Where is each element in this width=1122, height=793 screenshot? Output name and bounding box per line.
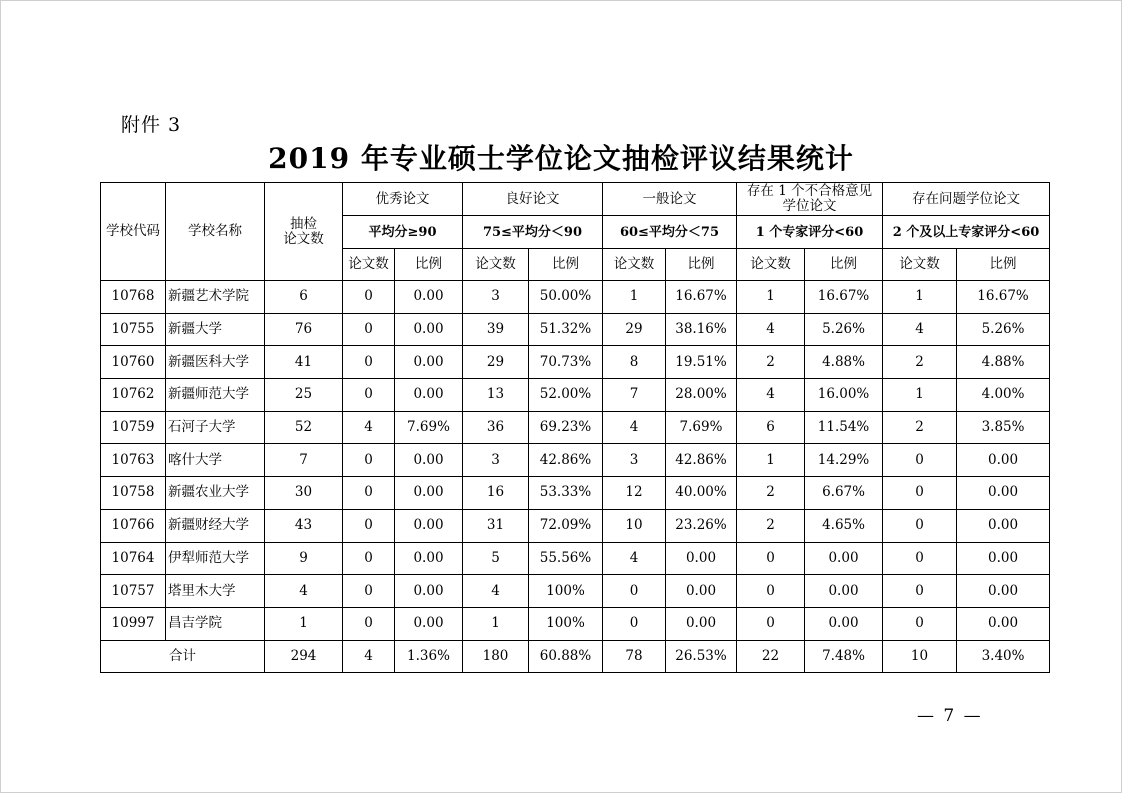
cell-school-code: 10757 xyxy=(101,575,166,608)
cell-value: 42.86% xyxy=(666,444,737,477)
cell-value: 16.67% xyxy=(957,281,1050,314)
cell-value: 0 xyxy=(343,444,395,477)
table-row xyxy=(101,281,1050,314)
table-row xyxy=(101,509,1050,542)
cell-value: 2 xyxy=(737,509,805,542)
cell-value: 0 xyxy=(737,575,805,608)
subheader-ratio: 比例 xyxy=(666,249,737,281)
header-school-name: 学校名称 xyxy=(166,183,265,281)
cell-school-code: 10760 xyxy=(101,346,166,379)
cell-value: 4 xyxy=(737,313,805,346)
cell-school-name: 塔里木大学 xyxy=(166,575,265,608)
cell-value: 12 xyxy=(603,477,666,510)
cell-value: 19.51% xyxy=(666,346,737,379)
cell-value: 1 xyxy=(737,444,805,477)
cell-value: 36 xyxy=(463,411,529,444)
header-cond-good: 75≤平均分＜90 xyxy=(463,216,603,249)
header-group-good: 良好论文 xyxy=(463,183,603,216)
cell-value: 5 xyxy=(463,542,529,575)
cell-value: 0.00 xyxy=(666,575,737,608)
table-row xyxy=(101,477,1050,510)
table-row xyxy=(101,575,1050,608)
results-table xyxy=(100,182,1050,673)
header-cond-one-fail: 1 个专家评分<60 xyxy=(737,216,883,249)
cell-value: 0.00 xyxy=(395,379,463,412)
cell-value: 1 xyxy=(463,607,529,640)
cell-school-code: 10763 xyxy=(101,444,166,477)
cell-school-name: 新疆师范大学 xyxy=(166,379,265,412)
cell-value: 0 xyxy=(343,542,395,575)
cell-value: 1 xyxy=(883,379,957,412)
cell-value: 13 xyxy=(463,379,529,412)
cell-school-name: 昌吉学院 xyxy=(166,607,265,640)
cell-value: 0.00 xyxy=(805,607,883,640)
cell-value: 0.00 xyxy=(666,607,737,640)
total-value: 180 xyxy=(463,640,529,673)
cell-value: 0.00 xyxy=(666,542,737,575)
cell-value: 16 xyxy=(463,477,529,510)
cell-value: 0 xyxy=(343,509,395,542)
cell-value: 5.26% xyxy=(805,313,883,346)
cell-value: 40.00% xyxy=(666,477,737,510)
cell-value: 0.00 xyxy=(957,444,1050,477)
total-value: 294 xyxy=(265,640,343,673)
cell-value: 2 xyxy=(737,477,805,510)
cell-school-code: 10764 xyxy=(101,542,166,575)
cell-value: 0 xyxy=(737,607,805,640)
cell-value: 1 xyxy=(883,281,957,314)
subheader-ratio: 比例 xyxy=(805,249,883,281)
cell-value: 0.00 xyxy=(957,542,1050,575)
cell-value: 3 xyxy=(463,444,529,477)
table-row xyxy=(101,411,1050,444)
cell-sample-count: 43 xyxy=(265,509,343,542)
cell-school-code: 10997 xyxy=(101,607,166,640)
cell-value: 4.00% xyxy=(957,379,1050,412)
cell-value: 0 xyxy=(883,542,957,575)
cell-value: 0.00 xyxy=(395,313,463,346)
cell-value: 0.00 xyxy=(805,575,883,608)
cell-school-code: 10758 xyxy=(101,477,166,510)
cell-school-name: 新疆艺术学院 xyxy=(166,281,265,314)
cell-value: 0 xyxy=(883,509,957,542)
page-number: — 7 — xyxy=(917,706,983,726)
cell-value: 31 xyxy=(463,509,529,542)
cell-value: 0.00 xyxy=(805,542,883,575)
cell-value: 6 xyxy=(737,411,805,444)
header-group-excellent: 优秀论文 xyxy=(343,183,463,216)
cell-value: 3 xyxy=(463,281,529,314)
cell-school-name: 新疆大学 xyxy=(166,313,265,346)
cell-value: 2 xyxy=(883,411,957,444)
cell-value: 0.00 xyxy=(395,542,463,575)
cell-value: 0.00 xyxy=(395,444,463,477)
page-title: 2019 年专业硕士学位论文抽检评议结果统计 xyxy=(268,142,854,175)
cell-value: 29 xyxy=(603,313,666,346)
cell-value: 6.67% xyxy=(805,477,883,510)
cell-value: 0.00 xyxy=(957,607,1050,640)
cell-value: 16.00% xyxy=(805,379,883,412)
total-value: 3.40% xyxy=(957,640,1050,673)
table-row xyxy=(101,542,1050,575)
cell-sample-count: 4 xyxy=(265,575,343,608)
header-school-code: 学校代码 xyxy=(101,183,166,281)
table-row xyxy=(101,379,1050,412)
cell-value: 55.56% xyxy=(529,542,603,575)
cell-school-code: 10755 xyxy=(101,313,166,346)
cell-value: 28.00% xyxy=(666,379,737,412)
cell-value: 0.00 xyxy=(957,509,1050,542)
header-sample-count: 抽检 论文数 xyxy=(265,183,343,281)
cell-school-name: 伊犁师范大学 xyxy=(166,542,265,575)
header-cond-excellent: 平均分≥90 xyxy=(343,216,463,249)
cell-value: 7.69% xyxy=(395,411,463,444)
cell-value: 0 xyxy=(343,281,395,314)
cell-value: 0.00 xyxy=(395,509,463,542)
cell-school-name: 新疆医科大学 xyxy=(166,346,265,379)
cell-value: 39 xyxy=(463,313,529,346)
cell-value: 50.00% xyxy=(529,281,603,314)
subheader-count: 论文数 xyxy=(603,249,666,281)
total-value: 4 xyxy=(343,640,395,673)
cell-value: 100% xyxy=(529,607,603,640)
cell-value: 16.67% xyxy=(666,281,737,314)
cell-value: 0 xyxy=(343,575,395,608)
cell-value: 23.26% xyxy=(666,509,737,542)
cell-sample-count: 1 xyxy=(265,607,343,640)
cell-value: 0.00 xyxy=(395,477,463,510)
cell-value: 7 xyxy=(603,379,666,412)
total-value: 7.48% xyxy=(805,640,883,673)
cell-value: 4.65% xyxy=(805,509,883,542)
cell-value: 0.00 xyxy=(957,575,1050,608)
total-value: 60.88% xyxy=(529,640,603,673)
cell-school-code: 10762 xyxy=(101,379,166,412)
cell-value: 0 xyxy=(343,346,395,379)
cell-value: 4 xyxy=(603,411,666,444)
total-value: 10 xyxy=(883,640,957,673)
cell-value: 0 xyxy=(343,379,395,412)
cell-value: 0.00 xyxy=(395,281,463,314)
cell-school-code: 10766 xyxy=(101,509,166,542)
cell-value: 4 xyxy=(463,575,529,608)
cell-value: 0 xyxy=(883,607,957,640)
subheader-ratio: 比例 xyxy=(395,249,463,281)
cell-sample-count: 30 xyxy=(265,477,343,510)
cell-sample-count: 7 xyxy=(265,444,343,477)
cell-value: 72.09% xyxy=(529,509,603,542)
cell-value: 8 xyxy=(603,346,666,379)
cell-value: 4 xyxy=(883,313,957,346)
cell-value: 0 xyxy=(343,477,395,510)
subheader-count: 论文数 xyxy=(737,249,805,281)
cell-value: 3 xyxy=(603,444,666,477)
cell-value: 38.16% xyxy=(666,313,737,346)
cell-value: 70.73% xyxy=(529,346,603,379)
table-row xyxy=(101,313,1050,346)
header-group-one-fail: 存在 1 个不合格意见 学位论文 xyxy=(737,183,883,216)
table-body xyxy=(101,281,1050,673)
cell-value: 1 xyxy=(737,281,805,314)
cell-sample-count: 76 xyxy=(265,313,343,346)
attachment-label: 附件 3 xyxy=(121,114,182,136)
header-cond-problem: 2 个及以上专家评分<60 xyxy=(883,216,1050,249)
cell-value: 4.88% xyxy=(805,346,883,379)
cell-value: 2 xyxy=(737,346,805,379)
cell-value: 53.33% xyxy=(529,477,603,510)
cell-value: 29 xyxy=(463,346,529,379)
subheader-count: 论文数 xyxy=(883,249,957,281)
subheader-count: 论文数 xyxy=(343,249,395,281)
cell-school-code: 10768 xyxy=(101,281,166,314)
cell-value: 7.69% xyxy=(666,411,737,444)
table-row xyxy=(101,346,1050,379)
cell-school-name: 石河子大学 xyxy=(166,411,265,444)
table-row xyxy=(101,607,1050,640)
cell-value: 0 xyxy=(603,575,666,608)
cell-value: 0 xyxy=(737,542,805,575)
cell-value: 69.23% xyxy=(529,411,603,444)
cell-value: 0 xyxy=(883,444,957,477)
total-value: 26.53% xyxy=(666,640,737,673)
cell-value: 5.26% xyxy=(957,313,1050,346)
subheader-ratio: 比例 xyxy=(529,249,603,281)
total-value: 22 xyxy=(737,640,805,673)
cell-value: 52.00% xyxy=(529,379,603,412)
cell-value: 16.67% xyxy=(805,281,883,314)
total-value: 1.36% xyxy=(395,640,463,673)
cell-school-name: 新疆农业大学 xyxy=(166,477,265,510)
header-row-groups xyxy=(101,183,1050,216)
total-value: 78 xyxy=(603,640,666,673)
cell-value: 0 xyxy=(883,575,957,608)
cell-value: 0.00 xyxy=(395,346,463,379)
header-group-problem: 存在问题学位论文 xyxy=(883,183,1050,216)
cell-value: 1 xyxy=(603,281,666,314)
subheader-ratio: 比例 xyxy=(957,249,1050,281)
total-label: 合计 xyxy=(101,640,265,673)
cell-sample-count: 25 xyxy=(265,379,343,412)
cell-value: 0.00 xyxy=(395,575,463,608)
table-row xyxy=(101,444,1050,477)
cell-value: 0 xyxy=(343,607,395,640)
cell-value: 11.54% xyxy=(805,411,883,444)
subheader-count: 论文数 xyxy=(463,249,529,281)
cell-value: 3.85% xyxy=(957,411,1050,444)
cell-value: 0.00 xyxy=(957,477,1050,510)
cell-school-name: 新疆财经大学 xyxy=(166,509,265,542)
cell-sample-count: 41 xyxy=(265,346,343,379)
cell-sample-count: 6 xyxy=(265,281,343,314)
cell-value: 0 xyxy=(343,313,395,346)
cell-value: 10 xyxy=(603,509,666,542)
cell-value: 42.86% xyxy=(529,444,603,477)
cell-value: 14.29% xyxy=(805,444,883,477)
cell-value: 0.00 xyxy=(395,607,463,640)
cell-value: 4 xyxy=(343,411,395,444)
cell-value: 4 xyxy=(737,379,805,412)
cell-value: 100% xyxy=(529,575,603,608)
cell-value: 4.88% xyxy=(957,346,1050,379)
cell-school-code: 10759 xyxy=(101,411,166,444)
cell-value: 4 xyxy=(603,542,666,575)
header-group-average: 一般论文 xyxy=(603,183,737,216)
cell-value: 0 xyxy=(603,607,666,640)
cell-sample-count: 52 xyxy=(265,411,343,444)
total-row xyxy=(101,640,1050,673)
cell-value: 2 xyxy=(883,346,957,379)
header-cond-average: 60≤平均分＜75 xyxy=(603,216,737,249)
cell-value: 51.32% xyxy=(529,313,603,346)
cell-value: 0 xyxy=(883,477,957,510)
cell-school-name: 喀什大学 xyxy=(166,444,265,477)
cell-sample-count: 9 xyxy=(265,542,343,575)
